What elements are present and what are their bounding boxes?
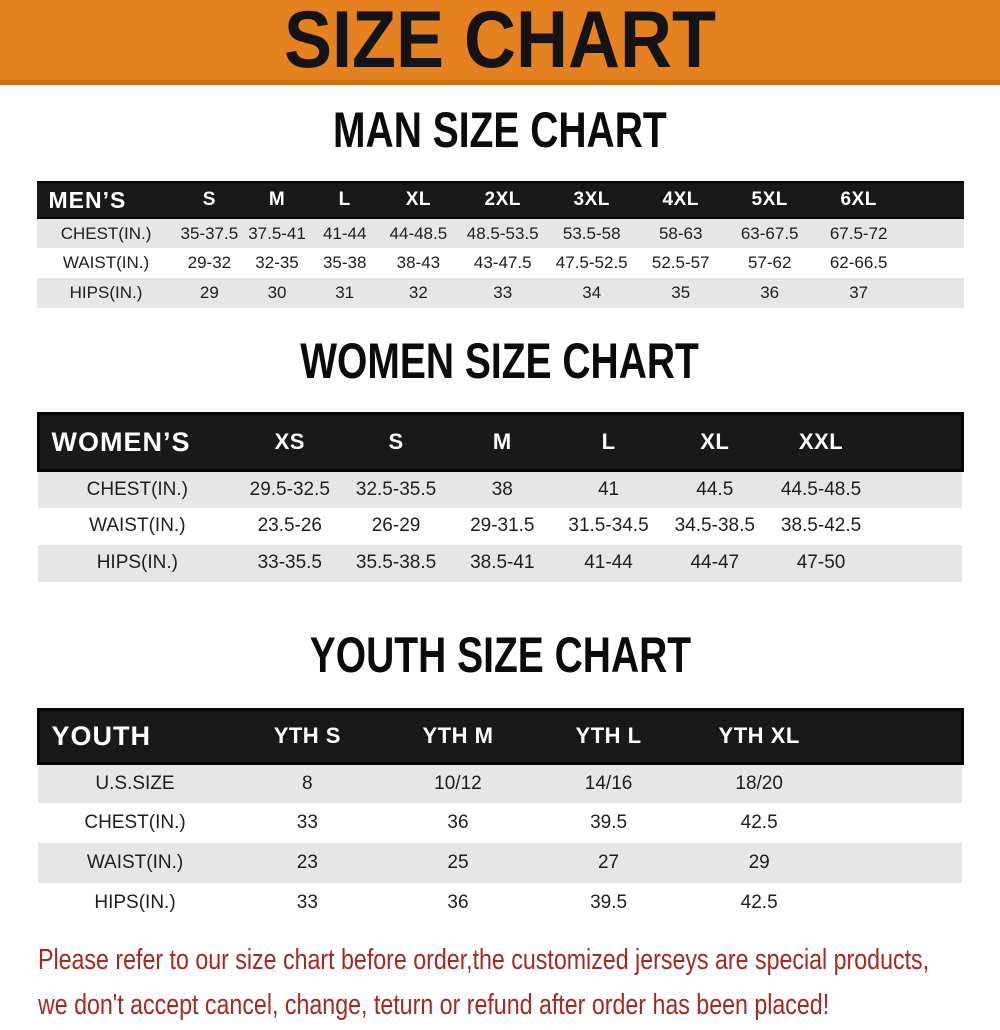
row-label: CHEST(IN.) <box>38 803 232 843</box>
size-value: 44.5-48.5 <box>768 471 874 508</box>
footer-line-2 <box>38 985 1000 1030</box>
size-value: 31.5-34.5 <box>555 508 661 545</box>
size-value: 29-31.5 <box>449 508 555 545</box>
man-size-section <box>0 102 1000 308</box>
size-value: 37.5-41 <box>243 218 311 248</box>
size-value: 35-37.5 <box>176 218 244 248</box>
man-size-col: 6XL <box>814 182 903 218</box>
row-label: WAIST(IN.) <box>38 508 237 545</box>
man-section-heading <box>0 102 1000 162</box>
spacer-cell <box>874 471 962 508</box>
size-value: 33 <box>232 803 383 843</box>
man-size-col: 4XL <box>636 182 725 218</box>
spacer-cell <box>834 843 962 883</box>
spacer-cell <box>874 545 962 582</box>
banner <box>0 0 1000 85</box>
size-value: 29-32 <box>176 248 244 278</box>
size-value: 35-38 <box>311 248 379 278</box>
row-label: HIPS(IN.) <box>37 278 176 308</box>
man-size-col: S <box>176 182 244 218</box>
size-value: 23.5-26 <box>237 508 343 545</box>
youth-size-col: YTH L <box>533 709 684 763</box>
size-value: 30 <box>243 278 311 308</box>
size-value: 26-29 <box>343 508 449 545</box>
size-value: 33-35.5 <box>237 545 343 582</box>
spacer-cell <box>903 248 963 278</box>
table-row <box>38 508 962 545</box>
spacer-cell <box>903 278 963 308</box>
women-section-heading-text: WOMEN SIZE CHART <box>300 333 700 389</box>
size-value: 57-62 <box>725 248 814 278</box>
women-size-table <box>37 412 964 582</box>
row-label: WAIST(IN.) <box>37 248 176 278</box>
size-value: 32 <box>379 278 459 308</box>
women-size-col: XL <box>662 414 768 471</box>
women-size-section <box>0 333 1000 582</box>
spacer-cell <box>834 709 962 763</box>
man-size-table <box>37 181 964 308</box>
size-value: 38 <box>449 471 555 508</box>
women-section-heading <box>0 333 1000 393</box>
footer-line-2-text: we don't accept cancel, change, teturn or refund after order has been placed! <box>38 989 830 1021</box>
size-value: 44.5 <box>662 471 768 508</box>
man-section-heading-text: MAN SIZE CHART <box>333 102 667 158</box>
size-value: 36 <box>725 278 814 308</box>
size-value: 58-63 <box>636 218 725 248</box>
size-value: 42.5 <box>684 883 835 923</box>
row-label: U.S.SIZE <box>38 763 232 803</box>
youth-size-col: YTH S <box>232 709 383 763</box>
women-size-col: M <box>449 414 555 471</box>
table-row <box>38 883 962 923</box>
youth-corner-label: YOUTH <box>38 709 232 763</box>
size-value: 41-44 <box>555 545 661 582</box>
youth-section-heading <box>0 626 1000 687</box>
row-label: HIPS(IN.) <box>38 883 232 923</box>
size-value: 25 <box>383 843 534 883</box>
size-value: 32-35 <box>243 248 311 278</box>
size-value: 10/12 <box>383 763 534 803</box>
size-value: 42.5 <box>684 803 835 843</box>
size-value: 48.5-53.5 <box>458 218 547 248</box>
size-value: 47.5-52.5 <box>547 248 636 278</box>
row-label: CHEST(IN.) <box>38 471 237 508</box>
size-value: 36 <box>383 803 534 843</box>
spacer-cell <box>874 414 962 471</box>
spacer-cell <box>903 182 963 218</box>
size-value: 23 <box>232 843 383 883</box>
row-label: WAIST(IN.) <box>38 843 232 883</box>
size-value: 52.5-57 <box>636 248 725 278</box>
size-value: 32.5-35.5 <box>343 471 449 508</box>
size-value: 39.5 <box>533 803 684 843</box>
youth-table-header-row <box>38 709 962 763</box>
man-size-col: L <box>311 182 379 218</box>
spacer-cell <box>874 508 962 545</box>
size-value: 31 <box>311 278 379 308</box>
size-value: 38.5-41 <box>449 545 555 582</box>
size-value: 53.5-58 <box>547 218 636 248</box>
size-value: 14/16 <box>533 763 684 803</box>
banner-title: SIZE CHART <box>284 0 716 85</box>
women-size-col: XXL <box>768 414 874 471</box>
size-value: 29 <box>176 278 244 308</box>
size-value: 41-44 <box>311 218 379 248</box>
size-value: 44-48.5 <box>379 218 459 248</box>
size-value: 35.5-38.5 <box>343 545 449 582</box>
man-size-col: XL <box>379 182 459 218</box>
women-size-col: XS <box>237 414 343 471</box>
man-size-col: 3XL <box>547 182 636 218</box>
footer-line-1-text: Please refer to our size chart before order,the customized jerseys are special products, <box>38 944 930 976</box>
size-value: 43-47.5 <box>458 248 547 278</box>
size-value: 62-66.5 <box>814 248 903 278</box>
size-value: 41 <box>555 471 661 508</box>
size-value: 38.5-42.5 <box>768 508 874 545</box>
table-row <box>38 803 962 843</box>
size-value: 39.5 <box>533 883 684 923</box>
women-size-col: L <box>555 414 661 471</box>
footer-line-1 <box>38 940 1000 985</box>
size-value: 18/20 <box>684 763 835 803</box>
man-corner-label: MEN’S <box>37 182 176 218</box>
size-value: 37 <box>814 278 903 308</box>
spacer-cell <box>834 763 962 803</box>
man-table-header-row <box>37 182 964 218</box>
size-value: 33 <box>232 883 383 923</box>
row-label: HIPS(IN.) <box>38 545 237 582</box>
size-value: 27 <box>533 843 684 883</box>
size-value: 33 <box>458 278 547 308</box>
size-value: 34 <box>547 278 636 308</box>
size-value: 34.5-38.5 <box>662 508 768 545</box>
man-size-col: 5XL <box>725 182 814 218</box>
youth-size-col: YTH M <box>383 709 534 763</box>
size-value: 47-50 <box>768 545 874 582</box>
size-value: 38-43 <box>379 248 459 278</box>
size-value: 44-47 <box>662 545 768 582</box>
size-value: 29.5-32.5 <box>237 471 343 508</box>
youth-size-table <box>37 708 964 924</box>
youth-section-heading-text: YOUTH SIZE CHART <box>309 626 691 683</box>
size-value: 8 <box>232 763 383 803</box>
man-size-col: M <box>243 182 311 218</box>
spacer-cell <box>834 883 962 923</box>
footer-note <box>38 940 1000 1030</box>
women-corner-label: WOMEN’S <box>38 414 237 471</box>
youth-size-section <box>0 626 1000 924</box>
table-row <box>38 471 962 508</box>
size-value: 36 <box>383 883 534 923</box>
table-row <box>37 248 964 278</box>
row-label: CHEST(IN.) <box>37 218 176 248</box>
size-value: 67.5-72 <box>814 218 903 248</box>
size-value: 63-67.5 <box>725 218 814 248</box>
table-row <box>38 843 962 883</box>
table-row <box>37 218 964 248</box>
size-value: 35 <box>636 278 725 308</box>
man-size-col: 2XL <box>458 182 547 218</box>
size-value: 29 <box>684 843 835 883</box>
women-size-col: S <box>343 414 449 471</box>
table-row <box>38 545 962 582</box>
youth-size-col: YTH XL <box>684 709 835 763</box>
spacer-cell <box>834 803 962 843</box>
spacer-cell <box>903 218 963 248</box>
table-row <box>37 278 964 308</box>
women-table-header-row <box>38 414 962 471</box>
table-row <box>38 763 962 803</box>
